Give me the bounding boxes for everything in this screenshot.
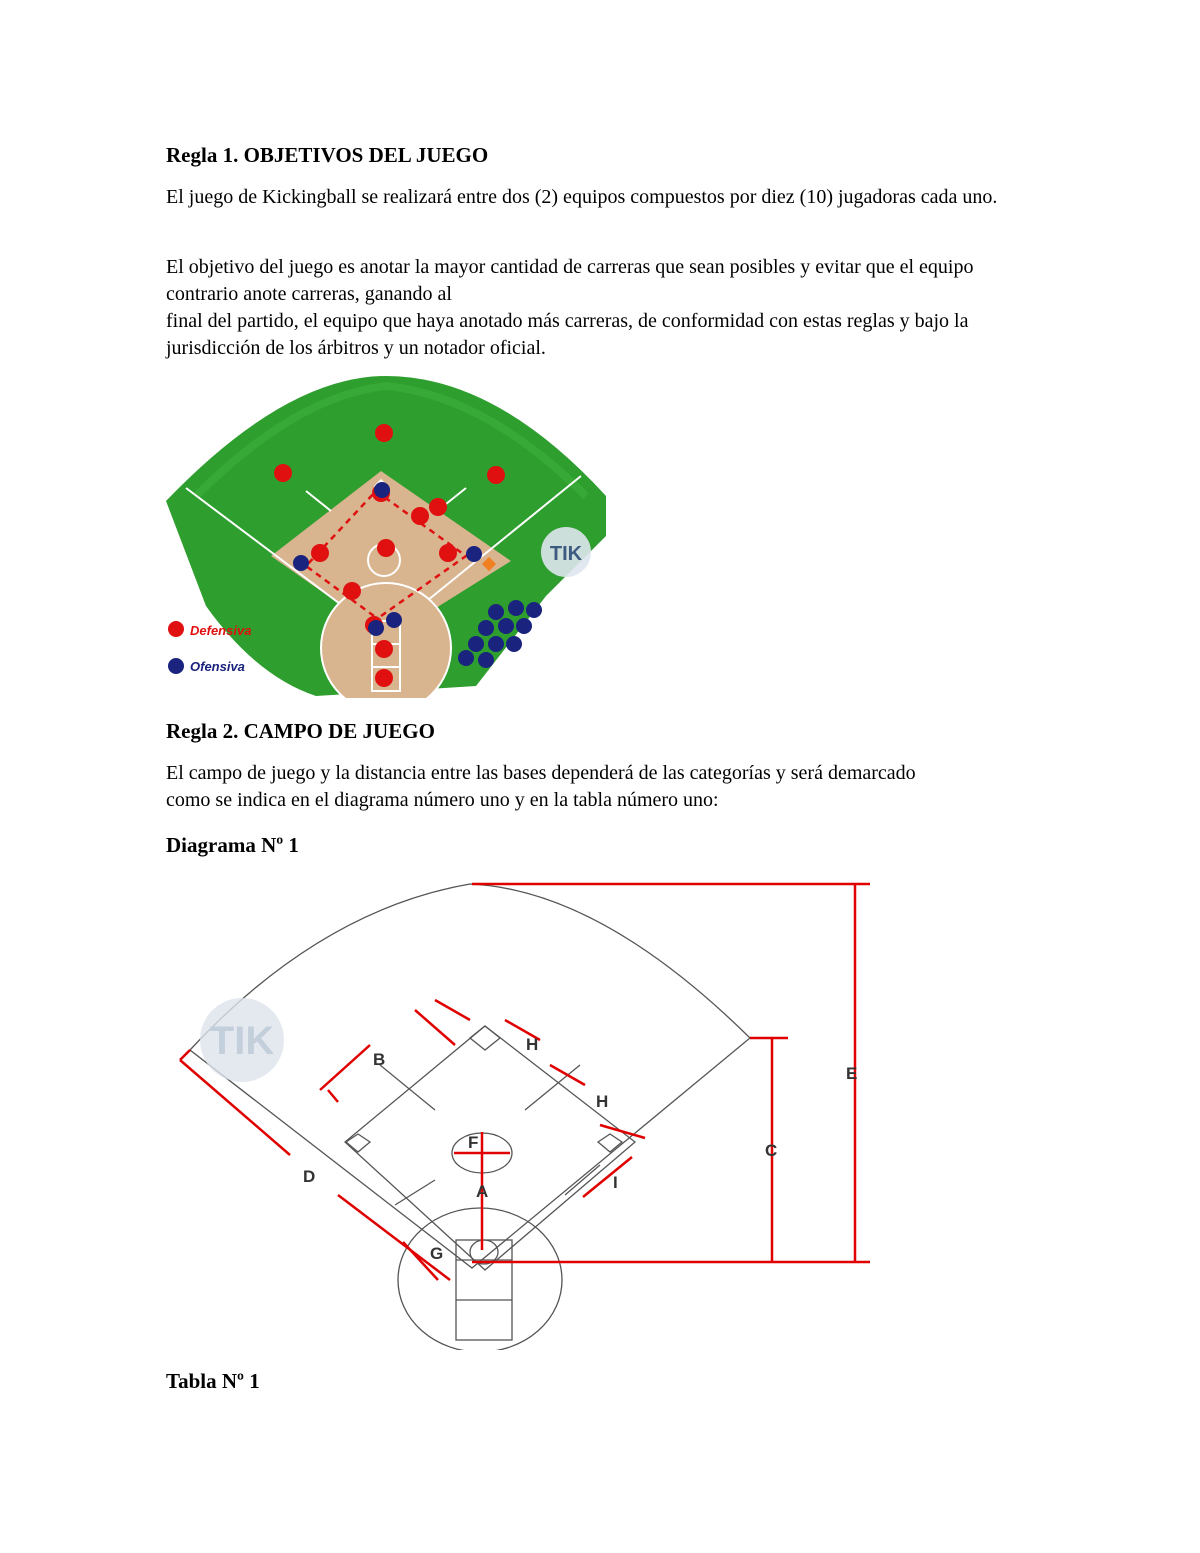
label-H2: H xyxy=(596,1092,609,1111)
legend-defense: Defensiva xyxy=(190,623,252,638)
rule1-paragraph-1: El juego de Kickingball se realizará entre dos (2) equipos compuestos por diez (10) jugadoras cada uno. xyxy=(166,186,998,208)
rule2-heading: Regla 2. CAMPO DE JUEGO xyxy=(166,719,435,743)
label-B: B xyxy=(373,1050,386,1069)
label-C: C xyxy=(765,1141,778,1160)
label-F: F xyxy=(468,1133,479,1152)
rule2-paragraph: El campo de juego y la distancia entre las bases dependerá de las categorías y será demarcado como se indica en el diagrama número uno y en la tabla número uno: xyxy=(166,762,916,811)
rule1-paragraph-2-line1: El objetivo del juego es anotar la mayor cantidad de carreras que sean posibles y evitar que el equipo contrario anote carreras, ganando al xyxy=(166,256,974,305)
dimension-lines xyxy=(180,884,870,1280)
diagram-heading: Diagrama Nº 1 xyxy=(166,833,299,857)
diagram-logo: TIK xyxy=(209,1019,275,1063)
rule1-heading: Regla 1. OBJETIVOS DEL JUEGO xyxy=(166,143,489,167)
rule1-paragraph-2-line2: final del partido, el equipo que haya anotado más carreras, de conformidad con estas reglas y bajo la jurisdicción de los árbitros y un notador oficial. xyxy=(166,310,969,359)
label-H1: H xyxy=(526,1035,539,1054)
rule1-paragraph-2 xyxy=(166,254,1046,362)
field-diagram xyxy=(170,870,880,1350)
legend-offense: Ofensiva xyxy=(190,659,245,674)
label-A: A xyxy=(476,1182,489,1201)
kickingball-field-illustration xyxy=(166,376,608,698)
label-D: D xyxy=(303,1167,316,1186)
table-heading: Tabla Nº 1 xyxy=(166,1369,260,1393)
label-G: G xyxy=(430,1244,444,1263)
label-I: I xyxy=(613,1173,618,1192)
field-logo: TIK xyxy=(549,543,583,565)
label-E: E xyxy=(846,1064,858,1083)
